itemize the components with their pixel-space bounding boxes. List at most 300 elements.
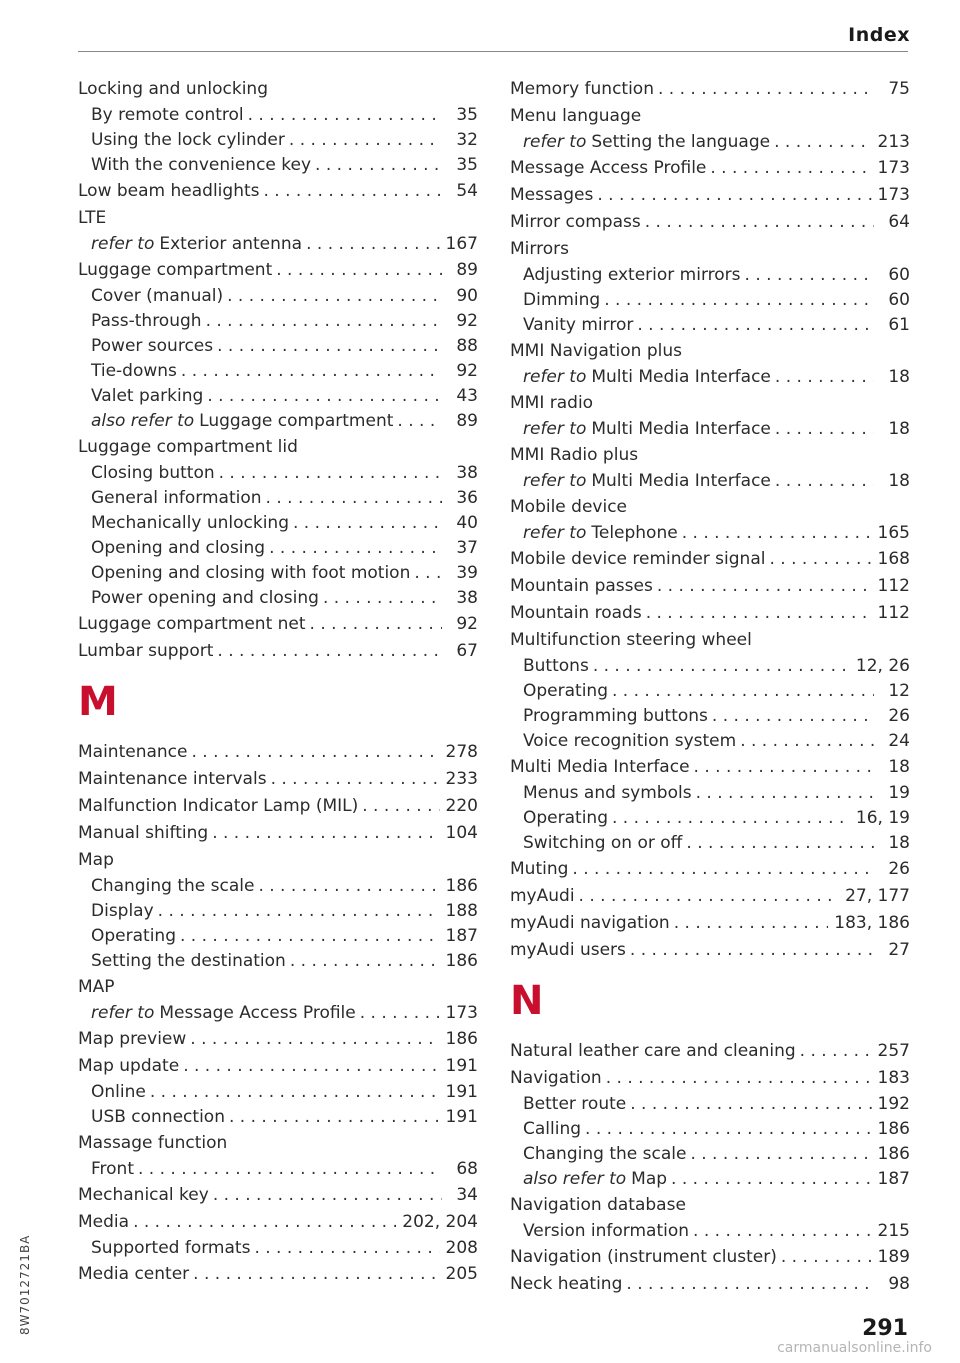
entry-page-ref: 32: [456, 130, 478, 150]
index-subentry: [510, 313, 910, 338]
entry-label: [510, 754, 690, 781]
index-column-right: [510, 76, 910, 1298]
dot-leader: [708, 704, 874, 729]
dot-leader: [209, 1182, 442, 1209]
dot-leader: [154, 899, 440, 924]
entry-page-ref: 167: [445, 234, 478, 254]
entry-text: Message Access Profile: [159, 1003, 356, 1023]
entry-label: [523, 130, 770, 155]
entry-label: [523, 831, 682, 856]
entry-text: Muting: [510, 859, 569, 879]
entry-label: [91, 949, 286, 974]
entry-label: [78, 611, 306, 638]
entry-page-ref: 213: [877, 132, 910, 152]
entry-page-ref: 40: [456, 513, 478, 533]
index-subentry: [78, 1080, 478, 1105]
entry-page-ref: 183, 186: [834, 913, 910, 933]
entry-label: [510, 546, 765, 573]
entry-label: [78, 739, 187, 766]
entry-text: Calling: [523, 1119, 582, 1139]
entry-text: Closing button: [91, 463, 215, 483]
entry-text: Natural leather care and cleaning: [510, 1041, 796, 1061]
entry-text: Tie-downs: [91, 361, 177, 381]
entry-label: [523, 704, 708, 729]
dot-leader: [581, 1117, 872, 1142]
entry-label: [523, 654, 589, 679]
entry-label: [91, 384, 203, 409]
entry-page-ref: 188: [445, 901, 478, 921]
entry-text: By remote control: [91, 105, 244, 125]
dot-leader: [356, 1001, 440, 1026]
cross-reference-prefix: refer to: [91, 234, 155, 254]
entry-text: Voice recognition system: [523, 731, 737, 751]
entry-text: Media: [78, 1212, 130, 1232]
dot-leader: [608, 679, 874, 704]
entry-label: [78, 1209, 129, 1236]
entry-text: Adjusting exterior mirrors: [523, 265, 741, 285]
dot-leader: [213, 638, 442, 665]
entry-label: [523, 1219, 689, 1244]
index-entry: [78, 1182, 478, 1209]
entry-label: [78, 1182, 209, 1209]
dot-leader: [265, 536, 442, 561]
entry-label: [523, 263, 741, 288]
index-subentry: [78, 1236, 478, 1261]
section-letter: M: [78, 679, 118, 725]
dot-leader: [285, 128, 442, 153]
entry-text: USB connection: [91, 1107, 225, 1127]
index-subentry: [510, 417, 910, 442]
index-subentry: [510, 654, 910, 679]
entry-label: [78, 820, 208, 847]
entry-text: Online: [91, 1082, 146, 1102]
entry-page-ref: 104: [445, 823, 478, 843]
index-heading: Multifunction steering wheel: [510, 630, 752, 650]
index-subentry: [510, 1117, 910, 1142]
entry-page-ref: 19: [888, 783, 910, 803]
entry-label: [91, 334, 213, 359]
entry-text: Mechanical key: [78, 1185, 209, 1205]
index-subentry: [78, 874, 478, 899]
dot-leader: [736, 729, 874, 754]
entry-text: Switching on or off: [523, 833, 683, 853]
entry-page-ref: 12: [888, 681, 910, 701]
entry-text: Maintenance intervals: [78, 769, 267, 789]
entry-text: Multi Media Interface: [591, 419, 771, 439]
dot-leader: [134, 1157, 442, 1182]
index-subentry: [510, 130, 910, 155]
dot-leader: [682, 831, 874, 856]
cross-reference-prefix: refer to: [91, 1003, 155, 1023]
entry-text: Opening and closing with foot motion: [91, 563, 411, 583]
dot-leader: [626, 937, 874, 964]
entry-page-ref: 186: [445, 951, 478, 971]
entry-page-ref: 18: [888, 833, 910, 853]
index-heading: MMI radio: [510, 393, 594, 413]
index-entry: [510, 883, 910, 910]
index-entry: [510, 573, 910, 600]
entry-page-ref: 186: [877, 1119, 910, 1139]
dot-leader: [146, 1080, 440, 1105]
entry-text: Message Access Profile: [510, 158, 707, 178]
index-heading: Mirrors: [510, 239, 569, 259]
dot-leader: [689, 1219, 872, 1244]
index-subentry: [510, 831, 910, 856]
index-subentry: [78, 899, 478, 924]
entry-page-ref: 112: [877, 603, 910, 623]
entry-page-ref: 183: [877, 1068, 910, 1088]
index-heading: Menu language: [510, 106, 642, 126]
entry-label: [523, 1117, 581, 1142]
entry-label: [91, 586, 319, 611]
entry-page-ref: 173: [877, 158, 910, 178]
cross-reference-prefix: refer to: [523, 471, 587, 491]
index-heading: Locking and unlocking: [78, 79, 268, 99]
entry-page-ref: 36: [456, 488, 478, 508]
entry-label: [91, 561, 410, 586]
entry-label: [510, 856, 568, 883]
entry-label: [523, 806, 608, 831]
entry-text: Media center: [78, 1264, 190, 1284]
dot-leader: [626, 1092, 871, 1117]
index-subentry: [510, 365, 910, 390]
index-subentry: [78, 924, 478, 949]
entry-label: [510, 883, 575, 910]
entry-label: [523, 313, 633, 338]
entry-text: Neck heating: [510, 1274, 623, 1294]
cross-reference-prefix: refer to: [523, 419, 587, 439]
entry-label: [91, 1105, 225, 1130]
entry-label: [523, 679, 608, 704]
entry-page-ref: 18: [888, 471, 910, 491]
dot-leader: [187, 739, 439, 766]
index-subentry: [510, 288, 910, 313]
index-subentry: [78, 1001, 478, 1026]
entry-text: Malfunction Indicator Lamp (MIL): [78, 796, 359, 816]
entry-label: [78, 793, 358, 820]
entry-text: Mechanically unlocking: [91, 513, 289, 533]
dot-leader: [262, 486, 442, 511]
entry-page-ref: 173: [877, 185, 910, 205]
entry-text: Using the lock cylinder: [91, 130, 285, 150]
entry-text: Cover (manual): [91, 286, 224, 306]
entry-page-ref: 186: [445, 1029, 478, 1049]
entry-label: [78, 638, 213, 665]
dot-leader: [568, 856, 874, 883]
entry-page-ref: 92: [456, 311, 478, 331]
entry-text: Dimming: [523, 290, 601, 310]
entry-text: Menus and symbols: [523, 783, 692, 803]
dot-leader: [202, 309, 442, 334]
dot-leader: [286, 949, 440, 974]
entry-page-ref: 89: [456, 411, 478, 431]
entry-text: Display: [91, 901, 154, 921]
index-subentry: [78, 1105, 478, 1130]
dot-leader: [129, 1209, 396, 1236]
index-subentry: [78, 461, 478, 486]
index-entry: [510, 76, 910, 103]
dot-leader: [575, 883, 840, 910]
index-entry: [78, 1026, 478, 1053]
index-entry: [78, 611, 478, 638]
entry-page-ref: 257: [877, 1041, 910, 1061]
dot-leader: [670, 910, 829, 937]
header-divider: [78, 51, 908, 52]
entry-page-ref: 90: [456, 286, 478, 306]
index-subentry: [78, 334, 478, 359]
entry-text: Vanity mirror: [523, 315, 634, 335]
entry-text: Changing the scale: [523, 1144, 687, 1164]
index-heading: MAP: [78, 977, 115, 997]
dot-leader: [393, 409, 442, 434]
index-heading: Map: [78, 850, 114, 870]
cross-reference-prefix: refer to: [523, 367, 587, 387]
dot-leader: [302, 232, 439, 257]
entry-page-ref: 89: [456, 260, 478, 280]
index-heading: MMI Navigation plus: [510, 341, 682, 361]
index-subentry: [78, 103, 478, 128]
entry-page-ref: 43: [456, 386, 478, 406]
entry-text: Setting the language: [591, 132, 771, 152]
dot-leader: [686, 1142, 871, 1167]
entry-label: [510, 937, 626, 964]
entry-label: [510, 910, 670, 937]
dot-leader: [179, 1053, 439, 1080]
index-entry: [78, 1209, 478, 1236]
entry-page-ref: 112: [877, 576, 910, 596]
entry-text: Low beam headlights: [78, 181, 260, 201]
entry-page-ref: 191: [445, 1056, 478, 1076]
entry-label: [510, 1038, 796, 1065]
entry-page-ref: 165: [877, 523, 910, 543]
entry-label: [523, 417, 771, 442]
index-entry: [510, 546, 910, 573]
index-subentry: [510, 704, 910, 729]
entry-page-ref: 37: [456, 538, 478, 558]
entry-page-ref: 24: [888, 731, 910, 751]
dot-leader: [667, 1167, 872, 1192]
index-entry: [510, 1038, 910, 1065]
dot-leader: [771, 365, 874, 390]
entry-label: [91, 103, 244, 128]
entry-page-ref: 54: [456, 181, 478, 201]
entry-text: Mountain passes: [510, 576, 653, 596]
dot-leader: [289, 511, 442, 536]
index-heading: MMI Radio plus: [510, 445, 639, 465]
entry-text: Operating: [523, 681, 608, 701]
index-subentry: [510, 1219, 910, 1244]
entry-text: Map update: [78, 1056, 180, 1076]
dot-leader: [177, 359, 442, 384]
dot-leader: [741, 263, 874, 288]
entry-label: [91, 1157, 134, 1182]
index-entry: [78, 257, 478, 284]
index-entry: [510, 600, 910, 627]
index-subentry: [78, 486, 478, 511]
index-heading: LTE: [78, 208, 107, 228]
dot-leader: [777, 1244, 872, 1271]
entry-label: [510, 182, 593, 209]
entry-page-ref: 98: [888, 1274, 910, 1294]
index-subentry: [510, 263, 910, 288]
index-entry: [78, 793, 478, 820]
index-column-left: [78, 76, 478, 1288]
entry-text: Mountain roads: [510, 603, 642, 623]
dot-leader: [213, 334, 442, 359]
entry-page-ref: 26: [888, 859, 910, 879]
index-entry: [510, 856, 910, 883]
entry-page-ref: 18: [888, 367, 910, 387]
entry-page-ref: 168: [877, 549, 910, 569]
entry-page-ref: 187: [445, 926, 478, 946]
dot-leader: [186, 1026, 439, 1053]
dot-leader: [319, 586, 442, 611]
dot-leader: [600, 288, 874, 313]
entry-text: Telephone: [591, 523, 678, 543]
entry-page-ref: 88: [456, 336, 478, 356]
entry-page-ref: 27, 177: [845, 886, 910, 906]
entry-text: Multi Media Interface: [591, 367, 771, 387]
entry-label: [510, 155, 706, 182]
dot-leader: [311, 153, 442, 178]
entry-label: [91, 874, 254, 899]
entry-label: [91, 899, 154, 924]
entry-label: [91, 924, 176, 949]
entry-page-ref: 233: [445, 769, 478, 789]
dot-leader: [765, 546, 871, 573]
entry-text: Luggage compartment: [199, 411, 394, 431]
dot-leader: [796, 1038, 872, 1065]
entry-label: [78, 1026, 186, 1053]
entry-label: [78, 1261, 189, 1288]
index-subentry: [78, 536, 478, 561]
entry-label: [91, 486, 262, 511]
entry-page-ref: 12, 26: [855, 656, 910, 676]
dot-leader: [250, 1236, 439, 1261]
entry-text: Map: [631, 1169, 668, 1189]
entry-page-ref: 38: [456, 588, 478, 608]
dot-leader: [225, 1105, 440, 1130]
dot-leader: [633, 313, 874, 338]
index-entry: [78, 638, 478, 665]
dot-leader: [608, 806, 850, 831]
entry-text: With the convenience key: [91, 155, 312, 175]
index-entry: [78, 1053, 478, 1080]
dot-leader: [203, 384, 442, 409]
index-subentry: [78, 1157, 478, 1182]
index-entry: [510, 209, 910, 236]
entry-page-ref: 34: [456, 1185, 478, 1205]
entry-text: myAudi users: [510, 940, 626, 960]
entry-page-ref: 75: [888, 79, 910, 99]
entry-text: Map preview: [78, 1029, 187, 1049]
entry-page-ref: 202, 204: [402, 1212, 478, 1232]
index-subentry: [510, 1142, 910, 1167]
index-subentry: [78, 586, 478, 611]
entry-label: [91, 153, 311, 178]
entry-text: Lumbar support: [78, 641, 214, 661]
dot-leader: [267, 766, 440, 793]
entry-text: Supported formats: [91, 1238, 251, 1258]
dot-leader: [602, 1065, 872, 1092]
dot-leader: [254, 874, 439, 899]
entry-page-ref: 92: [456, 614, 478, 634]
entry-label: [510, 209, 641, 236]
entry-label: [523, 729, 736, 754]
index-subentry: [78, 561, 478, 586]
entry-page-ref: 27: [888, 940, 910, 960]
entry-label: [523, 781, 692, 806]
entry-text: Setting the destination: [91, 951, 286, 971]
entry-page-ref: 38: [456, 463, 478, 483]
entry-page-ref: 18: [888, 757, 910, 777]
entry-text: Changing the scale: [91, 876, 255, 896]
dot-leader: [706, 155, 871, 182]
entry-page-ref: 61: [888, 315, 910, 335]
entry-page-ref: 191: [445, 1107, 478, 1127]
dot-leader: [690, 754, 874, 781]
document-code: 8W7012721BA: [18, 1234, 32, 1335]
entry-label: [78, 1053, 179, 1080]
index-entry: [510, 182, 910, 209]
dot-leader: [244, 103, 442, 128]
entry-text: Multi Media Interface: [591, 471, 771, 491]
entry-page-ref: 35: [456, 155, 478, 175]
entry-label: [78, 766, 267, 793]
index-entry: [78, 1261, 478, 1288]
entry-text: Power sources: [91, 336, 214, 356]
entry-label: [91, 1080, 146, 1105]
dot-leader: [260, 178, 443, 205]
cross-reference-prefix: also refer to: [91, 411, 195, 431]
entry-text: Front: [91, 1159, 134, 1179]
entry-page-ref: 60: [888, 290, 910, 310]
entry-label: [510, 600, 642, 627]
index-entry: [510, 1065, 910, 1092]
index-subentry: [78, 309, 478, 334]
dot-leader: [653, 573, 872, 600]
entry-text: Opening and closing: [91, 538, 266, 558]
entry-page-ref: 205: [445, 1264, 478, 1284]
entry-text: myAudi navigation: [510, 913, 670, 933]
dot-leader: [593, 182, 871, 209]
entry-page-ref: 173: [445, 1003, 478, 1023]
entry-page-ref: 186: [877, 1144, 910, 1164]
entry-label: [78, 257, 272, 284]
cross-reference-prefix: refer to: [523, 523, 587, 543]
entry-text: Version information: [523, 1221, 690, 1241]
entry-page-ref: 186: [445, 876, 478, 896]
cross-reference-prefix: refer to: [523, 132, 587, 152]
index-entry: [510, 937, 910, 964]
entry-label: [523, 1092, 626, 1117]
entry-label: [523, 469, 771, 494]
entry-text: Operating: [523, 808, 608, 828]
entry-text: Memory function: [510, 79, 654, 99]
index-subentry: [510, 679, 910, 704]
index-heading: Massage function: [78, 1133, 228, 1153]
entry-label: [523, 521, 678, 546]
watermark: carmanualsonline.info: [777, 1340, 932, 1356]
entry-label: [91, 232, 302, 257]
entry-text: Maintenance: [78, 742, 188, 762]
index-heading: Mobile device: [510, 497, 628, 517]
entry-text: myAudi: [510, 886, 575, 906]
entry-text: Power opening and closing: [91, 588, 319, 608]
entry-text: Navigation: [510, 1068, 602, 1088]
entry-page-ref: 26: [888, 706, 910, 726]
index-subentry: [78, 949, 478, 974]
